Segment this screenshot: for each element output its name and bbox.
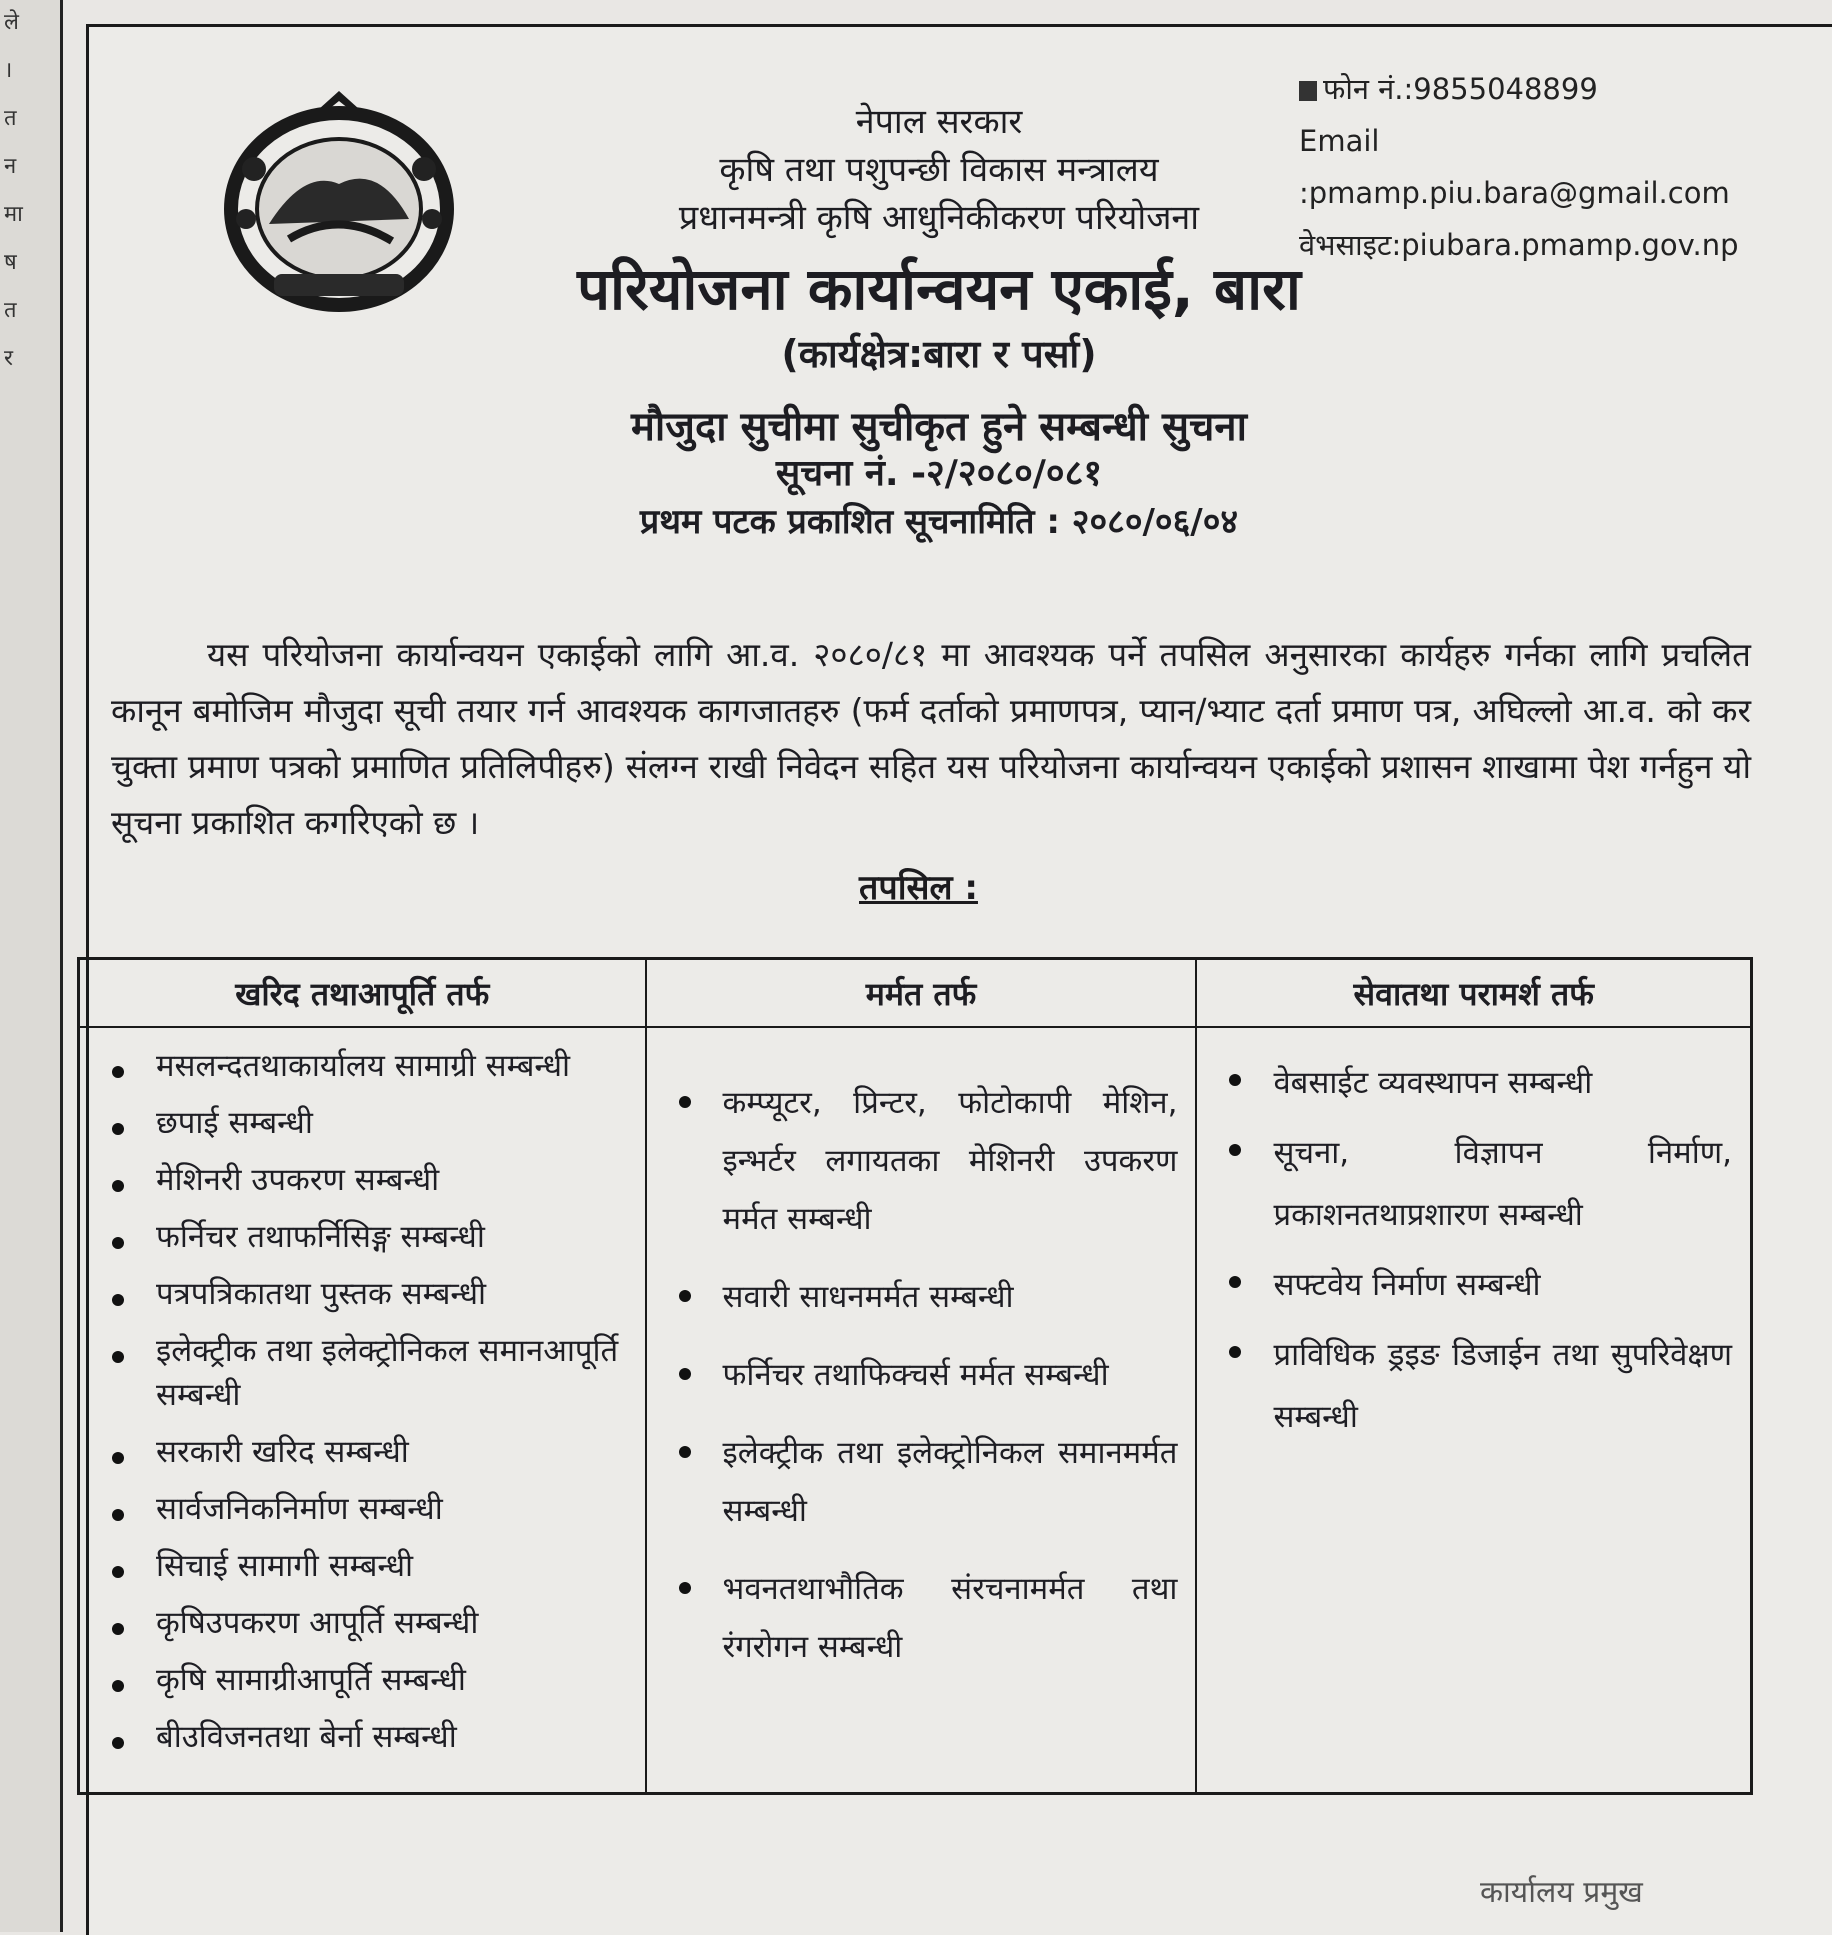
list-item: फर्निचर तथाफिक्चर्स मर्मत सम्बन्धी	[665, 1346, 1178, 1404]
list-item: कम्प्यूटर, प्रिन्टर, फोटोकापी मेशिन, इन्भर्टर लगायतका मेशिनरी उपकरण मर्मत सम्बन्धी	[665, 1074, 1178, 1248]
list-item: सरकारी खरिद सम्बन्धी	[98, 1430, 627, 1474]
office-title: परियोजना कार्यान्वयन एकाई, बारा	[577, 255, 1301, 323]
phone-number: फोन नं.:9855048899	[1323, 72, 1598, 106]
notice-body: यस परियोजना कार्यान्वयन एकाईको लागि आ.व. २०८०/८१ मा आवश्यक पर्ने तपसिल अनुसारका कार्यहरु गर्नका लागि प्रचलित कानून बमोजिम मौजुदा सूची तयार गर्न आवश्यक कागजातहरु (फर्म दर्ताको प्रमाणपत्र, प्यान/भ्याट दर्ता प्रमाण पत्र, अघिल्लो आ.व. को कर चुक्ता प्रमाण पत्रको प्रमाणित प्रतिलिपीहरु) संलग्न राखी निवेदन सहित यस परियोजना कार्यान्वयन एकाईको प्रशासन शाखामा पेश गर्नहुन यो सूचना प्रकाशित कगरिएको छ ।	[111, 635, 1751, 842]
website-address: वेभसाइट:piubara.pmamp.gov.np	[1299, 228, 1739, 262]
details-heading: तपसिल :	[859, 868, 978, 908]
category-table	[77, 957, 1753, 1795]
strip-char: ।	[4, 58, 13, 83]
list-item: मेशिनरी उपकरण सम्बन्धी	[98, 1158, 627, 1202]
email-address: Email :pmamp.piu.bara@gmail.com	[1299, 124, 1730, 210]
list-item: फर्निचर तथाफर्निसिङ्ग सम्बन्धी	[98, 1215, 627, 1259]
list-item: इलेक्ट्रीक तथा इलेक्ट्रोनिकल समानमर्मत सम्बन्धी	[665, 1424, 1178, 1540]
govt-line: नेपाल सरकार	[855, 102, 1023, 142]
list-item: कृषि सामाग्रीआपूर्ति सम्बन्धी	[98, 1658, 627, 1702]
ministry-line: कृषि तथा पशुपन्छी विकास मन्त्रालय	[719, 150, 1159, 190]
list-item: वेबसाईट व्यवस्थापन सम्बन्धी	[1215, 1052, 1732, 1114]
procurement-cell	[79, 1027, 646, 1794]
notice-document	[86, 24, 1832, 1935]
list-item: पत्रपत्रिकातथा पुस्तक सम्बन्धी	[98, 1272, 627, 1316]
project-line: प्रधानमन्त्री कृषि आधुनिकीकरण परियोजना	[678, 198, 1200, 238]
list-item: सफ्टवेय निर्माण सम्बन्धी	[1215, 1254, 1732, 1316]
nepal-emblem-icon	[214, 89, 464, 319]
notice-subject: मौजुदा सुचीमा सुचीकृत हुने सम्बन्धी सुचना	[631, 404, 1247, 450]
header-service: सेवातथा परामर्श तर्फ	[1196, 959, 1751, 1028]
strip-char: र	[4, 346, 13, 371]
list-item: प्राविधिक ड्रइङ डिजाईन तथा सुपरिवेक्षण सम्बन्धी	[1215, 1324, 1732, 1448]
header-procurement: खरिद तथाआपूर्ति तर्फ	[79, 959, 646, 1028]
strip-char: त	[4, 106, 17, 131]
list-item: सिचाई सामागी सम्बन्धी	[98, 1544, 627, 1588]
repair-cell	[646, 1027, 1197, 1794]
service-cell	[1196, 1027, 1751, 1794]
list-item: छपाई सम्बन्धी	[98, 1101, 627, 1145]
list-item: मसलन्दतथाकार्यालय सामाग्री सम्बन्धी	[98, 1044, 627, 1088]
strip-char: न	[4, 154, 17, 179]
header-repair: मर्मत तर्फ	[646, 959, 1197, 1028]
publish-date: प्रथम पटक प्रकाशित सूचनामिति : २०८०/०६/०४	[639, 502, 1239, 542]
strip-char: ले	[4, 10, 19, 35]
list-item: सूचना, विज्ञापन निर्माण, प्रकाशनतथाप्रशारण सम्बन्धी	[1215, 1122, 1732, 1246]
list-item: इलेक्ट्रीक तथा इलेक्ट्रोनिकल समानआपूर्ति सम्बन्धी	[98, 1329, 627, 1417]
signature-line: कार्यालय प्रमुख	[1480, 1875, 1643, 1910]
adjacent-column-strip	[0, 0, 63, 1932]
notice-number: सूचना नं. -२/२०८०/०८१	[775, 453, 1103, 494]
work-area: (कार्यक्षेत्र:बारा र पर्सा)	[781, 332, 1097, 376]
strip-char: त	[4, 298, 17, 323]
list-item: बीउविजनतथा बेर्ना सम्बन्धी	[98, 1715, 627, 1759]
list-item: सार्वजनिकनिर्माण सम्बन्धी	[98, 1487, 627, 1531]
strip-char: ष	[4, 250, 17, 275]
list-item: कृषिउपकरण आपूर्ति सम्बन्धी	[98, 1601, 627, 1645]
list-item: सवारी साधनमर्मत सम्बन्धी	[665, 1268, 1178, 1326]
list-item: भवनतथाभौतिक संरचनामर्मत तथा रंगरोगन सम्बन्धी	[665, 1560, 1178, 1676]
strip-char: मा	[4, 202, 23, 227]
